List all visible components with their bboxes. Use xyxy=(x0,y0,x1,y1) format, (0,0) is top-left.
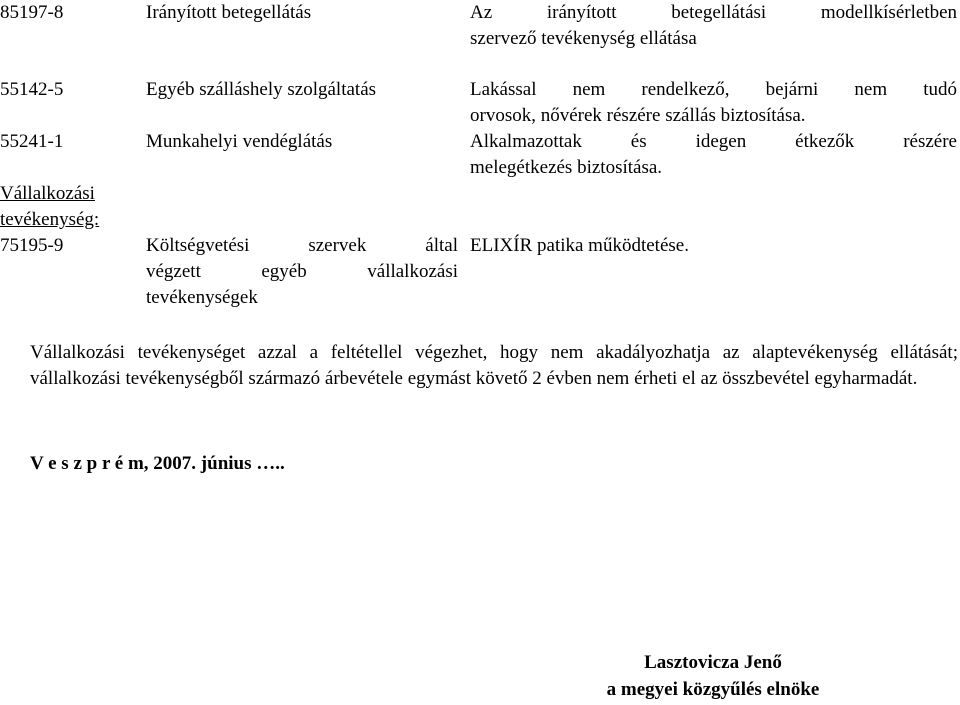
signatory-name: Lasztovicza Jenő xyxy=(644,652,782,673)
activity-code: 85197-8 xyxy=(0,2,64,23)
activity-name-line: tevékenységek xyxy=(146,287,258,308)
activity-code: 55142-5 xyxy=(0,79,64,100)
activity-code: 55241-1 xyxy=(0,131,64,152)
activity-description-line: szervező tevékenység ellátása xyxy=(470,28,697,49)
activity-name: Munkahelyi vendéglátás xyxy=(146,131,333,152)
activity-description-line: Alkalmazottak és idegen étkezők részére xyxy=(470,131,957,152)
activity-name: Irányított betegellátás xyxy=(146,2,312,23)
activity-description-line: melegétkezés biztosítása. xyxy=(470,157,663,178)
activity-name-line: Költségvetési szervek által xyxy=(146,235,458,256)
activity-code: 75195-9 xyxy=(0,235,64,256)
activity-description-line: Lakással nem rendelkező, bejárni nem tudó xyxy=(470,79,957,100)
place-date: V e s z p r é m, 2007. június ….. xyxy=(30,453,285,474)
activity-description: ELIXÍR patika működtetése. xyxy=(470,235,689,256)
business-activity-heading: tevékenység: xyxy=(0,209,100,230)
business-activity-heading: Vállalkozási xyxy=(0,183,95,204)
signatory-title: a megyei közgyűlés elnöke xyxy=(606,679,820,700)
activity-description-line: Az irányított betegellátási modellkísérletben xyxy=(470,2,957,23)
activity-description-line: orvosok, nővérek részére szállás biztosítása. xyxy=(470,105,806,126)
activity-name: Egyéb szálláshely szolgáltatás xyxy=(146,79,377,100)
condition-paragraph: Vállalkozási tevékenységet azzal a feltétellel végezhet, hogy nem akadályozhatja az alaptevékenység ellátását; vállalkozási tevékenységből származó árbevétele egymást követő 2 évben nem érheti el az összbevétel egyharmadát. xyxy=(30,342,958,389)
activity-name-line: végzett egyéb vállalkozási xyxy=(146,261,458,282)
